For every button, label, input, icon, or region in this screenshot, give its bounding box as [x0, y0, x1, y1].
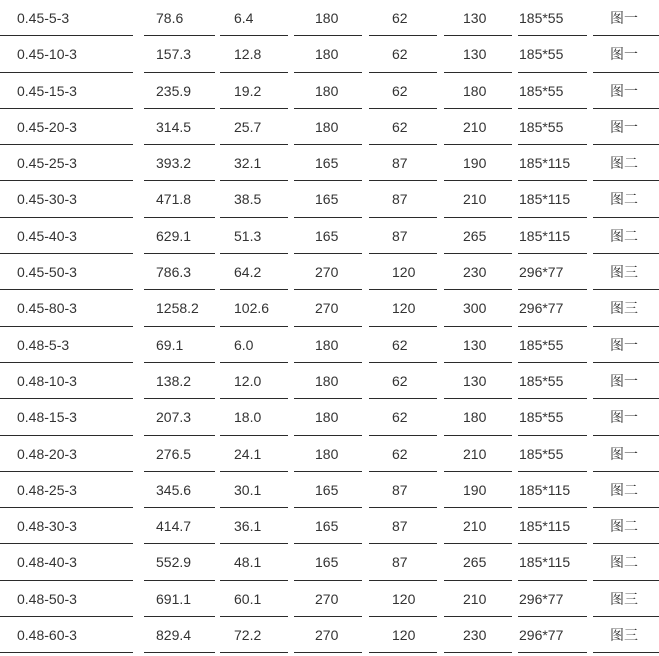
table-row: [0, 617, 659, 653]
value-cell-3: 180: [315, 372, 339, 389]
value-cell-3: 270: [315, 300, 339, 317]
size-cell: 185*55: [519, 445, 564, 462]
value-cell-3: 180: [315, 82, 339, 99]
model-cell: 0.48-30-3: [17, 518, 77, 535]
value-cell-5: 210: [463, 191, 487, 208]
model-cell: 0.45-40-3: [17, 227, 77, 244]
value-cell-1: 829.4: [156, 627, 192, 644]
value-cell-2: 32.1: [234, 155, 262, 172]
model-cell: 0.48-40-3: [17, 554, 77, 571]
value-cell-4: 62: [392, 10, 408, 26]
value-cell-5: 210: [463, 118, 487, 135]
value-cell-4: 87: [392, 518, 408, 535]
value-cell-2: 24.1: [234, 445, 262, 462]
value-cell-2: 19.2: [234, 82, 262, 99]
value-cell-1: 345.6: [156, 481, 192, 498]
model-cell: 0.48-25-3: [17, 481, 77, 498]
value-cell-5: 130: [463, 10, 487, 26]
value-cell-2: 60.1: [234, 590, 262, 607]
value-cell-1: 138.2: [156, 372, 192, 389]
value-cell-4: 62: [392, 82, 408, 99]
value-cell-1: 276.5: [156, 445, 192, 462]
value-cell-3: 270: [315, 590, 339, 607]
figure-cell: 图三: [610, 264, 638, 281]
value-cell-2: 51.3: [234, 227, 262, 244]
value-cell-5: 230: [463, 264, 487, 281]
value-cell-4: 120: [392, 264, 416, 281]
value-cell-2: 30.1: [234, 481, 262, 498]
value-cell-4: 120: [392, 627, 416, 644]
value-cell-5: 130: [463, 336, 487, 353]
value-cell-5: 180: [463, 409, 487, 426]
table-row: [0, 109, 659, 145]
size-cell: 185*55: [519, 10, 564, 26]
figure-cell: 图一: [610, 46, 638, 63]
size-cell: 296*77: [519, 590, 564, 607]
value-cell-2: 48.1: [234, 554, 262, 571]
value-cell-4: 62: [392, 445, 408, 462]
figure-cell: 图三: [610, 590, 638, 607]
size-cell: 185*115: [519, 227, 571, 244]
value-cell-2: 18.0: [234, 409, 262, 426]
figure-cell: 图一: [610, 10, 638, 26]
value-cell-5: 265: [463, 227, 487, 244]
size-cell: 296*77: [519, 627, 564, 644]
figure-cell: 图二: [610, 227, 638, 244]
value-cell-3: 165: [315, 227, 339, 244]
row-divider: [294, 652, 362, 653]
value-cell-3: 165: [315, 554, 339, 571]
value-cell-2: 25.7: [234, 118, 262, 135]
size-cell: 185*55: [519, 409, 564, 426]
value-cell-5: 210: [463, 518, 487, 535]
table-row: [0, 218, 659, 254]
value-cell-1: 629.1: [156, 227, 192, 244]
value-cell-3: 165: [315, 518, 339, 535]
value-cell-3: 180: [315, 409, 339, 426]
value-cell-2: 72.2: [234, 627, 262, 644]
model-cell: 0.48-20-3: [17, 445, 77, 462]
value-cell-3: 165: [315, 481, 339, 498]
value-cell-4: 62: [392, 372, 408, 389]
value-cell-4: 120: [392, 300, 416, 317]
table-row: [0, 544, 659, 580]
figure-cell: 图二: [610, 481, 638, 498]
value-cell-4: 87: [392, 155, 408, 172]
value-cell-5: 180: [463, 82, 487, 99]
size-cell: 185*55: [519, 336, 564, 353]
value-cell-1: 786.3: [156, 264, 192, 281]
value-cell-1: 78.6: [156, 10, 184, 26]
figure-cell: 图三: [610, 300, 638, 317]
value-cell-2: 6.0: [234, 336, 254, 353]
row-divider: [593, 652, 659, 653]
model-cell: 0.45-5-3: [17, 10, 70, 26]
row-divider: [0, 652, 133, 653]
model-cell: 0.45-10-3: [17, 46, 77, 63]
value-cell-3: 180: [315, 336, 339, 353]
size-cell: 296*77: [519, 264, 564, 281]
table-row: [0, 327, 659, 363]
value-cell-1: 235.9: [156, 82, 192, 99]
figure-cell: 图一: [610, 372, 638, 389]
value-cell-3: 180: [315, 445, 339, 462]
figure-cell: 图二: [610, 191, 638, 208]
row-divider: [220, 652, 288, 653]
value-cell-2: 12.0: [234, 372, 262, 389]
size-cell: 185*115: [519, 518, 571, 535]
figure-cell: 图一: [610, 445, 638, 462]
size-cell: 185*55: [519, 82, 564, 99]
value-cell-1: 314.5: [156, 118, 192, 135]
figure-cell: 图一: [610, 82, 638, 99]
model-cell: 0.48-15-3: [17, 409, 77, 426]
figure-cell: 图一: [610, 336, 638, 353]
value-cell-1: 393.2: [156, 155, 192, 172]
value-cell-5: 265: [463, 554, 487, 571]
row-divider: [369, 652, 437, 653]
value-cell-4: 87: [392, 191, 408, 208]
value-cell-1: 691.1: [156, 590, 192, 607]
value-cell-4: 120: [392, 590, 416, 607]
table-row: [0, 73, 659, 109]
value-cell-2: 102.6: [234, 300, 270, 317]
value-cell-2: 38.5: [234, 191, 262, 208]
table-row: [0, 363, 659, 399]
model-cell: 0.48-60-3: [17, 627, 77, 644]
size-cell: 185*115: [519, 155, 571, 172]
table-row: [0, 581, 659, 617]
value-cell-1: 471.8: [156, 191, 192, 208]
figure-cell: 图二: [610, 554, 638, 571]
value-cell-2: 12.8: [234, 46, 262, 63]
value-cell-4: 62: [392, 46, 408, 63]
size-cell: 185*115: [519, 191, 571, 208]
table-row: [0, 436, 659, 472]
value-cell-1: 414.7: [156, 518, 192, 535]
table-row: [0, 145, 659, 181]
value-cell-4: 87: [392, 554, 408, 571]
size-cell: 185*55: [519, 46, 564, 63]
value-cell-3: 180: [315, 10, 339, 26]
size-cell: 296*77: [519, 300, 564, 317]
size-cell: 185*55: [519, 372, 564, 389]
value-cell-4: 62: [392, 409, 408, 426]
figure-cell: 图一: [610, 409, 638, 426]
value-cell-2: 36.1: [234, 518, 262, 535]
value-cell-5: 210: [463, 590, 487, 607]
value-cell-3: 270: [315, 627, 339, 644]
model-cell: 0.45-25-3: [17, 155, 77, 172]
model-cell: 0.48-10-3: [17, 372, 77, 389]
figure-cell: 图二: [610, 518, 638, 535]
table-row: [0, 0, 659, 36]
table-row: [0, 399, 659, 435]
row-divider: [144, 652, 215, 653]
value-cell-2: 64.2: [234, 264, 262, 281]
row-divider: [444, 652, 512, 653]
model-cell: 0.45-30-3: [17, 191, 77, 208]
value-cell-5: 130: [463, 46, 487, 63]
value-cell-5: 300: [463, 300, 487, 317]
value-cell-4: 87: [392, 481, 408, 498]
model-cell: 0.45-50-3: [17, 264, 77, 281]
value-cell-4: 62: [392, 336, 408, 353]
size-cell: 185*115: [519, 481, 571, 498]
table-row: [0, 508, 659, 544]
table-row: [0, 254, 659, 290]
model-cell: 0.45-20-3: [17, 118, 77, 135]
value-cell-3: 270: [315, 264, 339, 281]
value-cell-1: 1258.2: [156, 300, 199, 317]
value-cell-2: 6.4: [234, 10, 254, 26]
table-row: [0, 181, 659, 217]
value-cell-1: 552.9: [156, 554, 192, 571]
value-cell-5: 210: [463, 445, 487, 462]
value-cell-4: 62: [392, 118, 408, 135]
figure-cell: 图一: [610, 118, 638, 135]
value-cell-3: 180: [315, 118, 339, 135]
size-cell: 185*115: [519, 554, 571, 571]
table-row: [0, 36, 659, 72]
table-row: [0, 290, 659, 326]
model-cell: 0.48-50-3: [17, 590, 77, 607]
row-divider: [518, 652, 587, 653]
table-row: [0, 472, 659, 508]
value-cell-3: 180: [315, 46, 339, 63]
value-cell-1: 69.1: [156, 336, 184, 353]
model-cell: 0.45-80-3: [17, 300, 77, 317]
value-cell-3: 165: [315, 191, 339, 208]
value-cell-3: 165: [315, 155, 339, 172]
value-cell-1: 157.3: [156, 46, 192, 63]
figure-cell: 图三: [610, 627, 638, 644]
figure-cell: 图二: [610, 155, 638, 172]
value-cell-5: 130: [463, 372, 487, 389]
model-cell: 0.45-15-3: [17, 82, 77, 99]
size-cell: 185*55: [519, 118, 564, 135]
model-cell: 0.48-5-3: [17, 336, 70, 353]
value-cell-1: 207.3: [156, 409, 192, 426]
value-cell-4: 87: [392, 227, 408, 244]
value-cell-5: 190: [463, 155, 487, 172]
value-cell-5: 230: [463, 627, 487, 644]
value-cell-5: 190: [463, 481, 487, 498]
